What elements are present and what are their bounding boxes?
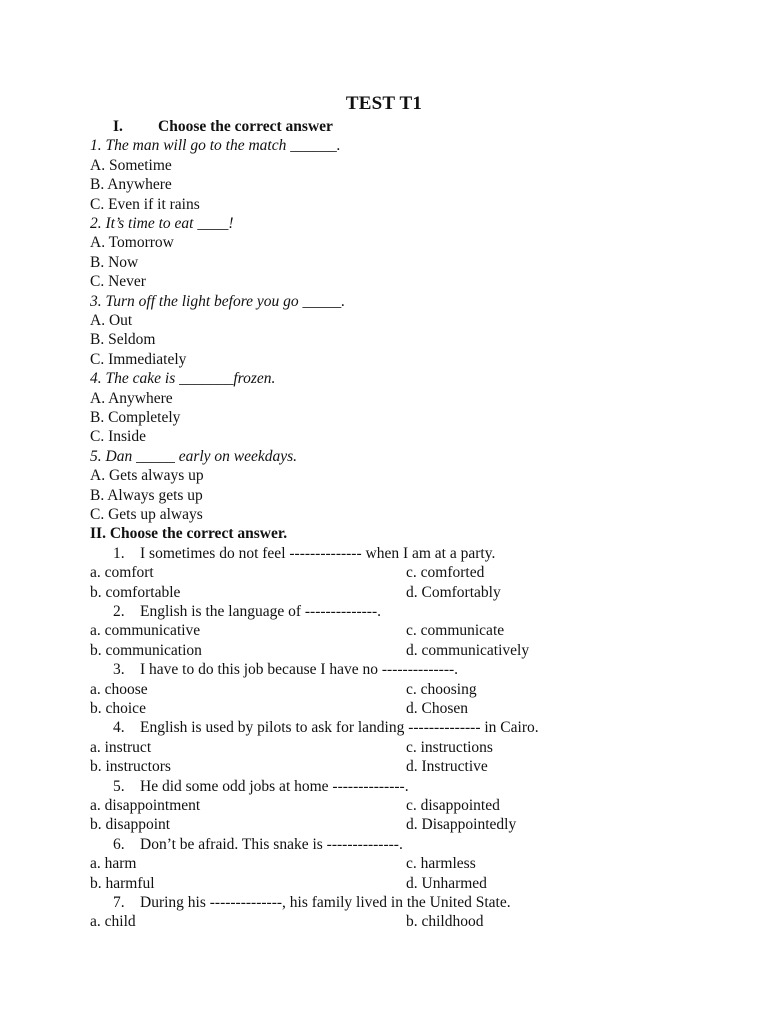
answer-option: C. Immediately — [90, 350, 187, 368]
option-b: b. choice — [90, 700, 146, 717]
option-c: c. communicate — [406, 622, 505, 640]
option-a: a. choose — [90, 680, 148, 698]
option-b: b. comfortable — [90, 583, 181, 601]
section-1-heading — [113, 117, 333, 136]
option-b: b. harmful — [90, 874, 155, 892]
answer-option: A. Gets always up — [90, 467, 204, 485]
question-number: 4. — [113, 719, 125, 737]
question-text: I sometimes do not feel -------------- when I am at a party. — [140, 544, 496, 562]
answer-option: B. Completely — [90, 409, 181, 426]
question-number: 5. — [113, 777, 125, 795]
option-c: c. disappointed — [406, 797, 500, 814]
option-a: a. comfort — [90, 564, 154, 582]
question-item — [113, 777, 409, 796]
question-text: English is the language of --------------. — [140, 603, 382, 620]
option-b: b. communication — [90, 641, 202, 659]
question-item — [113, 893, 511, 912]
answer-option: A. Anywhere — [90, 389, 173, 407]
question-stem: 4. The cake is _______frozen. — [90, 370, 276, 388]
answer-option: B. Seldom — [90, 331, 156, 349]
section-2-heading: II. Choose the correct answer. — [90, 525, 288, 543]
option-b: b. disappoint — [90, 816, 171, 834]
answer-option: A. Out — [90, 312, 133, 329]
question-stem: 2. It’s time to eat ____! — [90, 215, 234, 232]
question-stem: 3. Turn off the light before you go _____. — [90, 292, 346, 310]
question-item — [113, 718, 539, 737]
section-1-number: I. — [113, 118, 123, 135]
option-b: b. childhood — [406, 913, 484, 931]
question-item — [113, 660, 458, 679]
option-a: a. communicative — [90, 622, 201, 640]
option-b: b. instructors — [90, 758, 171, 776]
question-item — [113, 602, 381, 621]
question-text: Don’t be afraid. This snake is --------------. — [140, 835, 403, 853]
answer-option: B. Always gets up — [90, 486, 203, 504]
question-number: 6. — [113, 835, 125, 853]
option-c: c. harmless — [406, 855, 476, 873]
option-a: a. child — [90, 913, 136, 931]
question-text: During his --------------, his family lived in the United State. — [140, 894, 511, 911]
question-text: English is used by pilots to ask for landing -------------- in Cairo. — [140, 719, 539, 737]
section-1-title: Choose the correct answer — [158, 118, 333, 135]
answer-option: C. Even if it rains — [90, 195, 200, 213]
option-c: c. choosing — [406, 680, 477, 698]
question-number: 1. — [113, 544, 125, 562]
answer-option: C. Inside — [90, 428, 146, 446]
answer-option: A. Tomorrow — [90, 234, 174, 252]
answer-option: A. Sometime — [90, 156, 172, 174]
option-c: c. comforted — [406, 564, 485, 582]
question-stem: 1. The man will go to the match ______. — [90, 137, 341, 155]
question-text: I have to do this job because I have no --------------. — [140, 661, 459, 679]
answer-option: B. Anywhere — [90, 176, 172, 194]
option-c: c. instructions — [406, 738, 493, 756]
answer-option: C. Gets up always — [90, 506, 203, 523]
option-a: a. instruct — [90, 738, 152, 756]
question-number: 3. — [113, 661, 125, 679]
option-d: d. Comfortably — [406, 583, 501, 601]
question-item — [113, 835, 403, 854]
option-d: d. Unharmed — [406, 874, 487, 892]
answer-option: C. Never — [90, 273, 146, 291]
option-d: d. Chosen — [406, 700, 468, 717]
question-text: He did some odd jobs at home --------------. — [140, 777, 409, 795]
question-item — [113, 544, 495, 563]
option-d: d. Instructive — [406, 758, 488, 776]
option-d: d. communicatively — [406, 641, 530, 659]
option-a: a. harm — [90, 855, 137, 873]
option-a: a. disappointment — [90, 797, 201, 814]
option-d: d. Disappointedly — [406, 816, 517, 834]
question-number: 2. — [113, 603, 125, 620]
question-stem: 5. Dan _____ early on weekdays. — [90, 447, 298, 465]
test-title: TEST T1 — [345, 93, 423, 114]
question-number: 7. — [113, 894, 125, 911]
answer-option: B. Now — [90, 253, 139, 271]
